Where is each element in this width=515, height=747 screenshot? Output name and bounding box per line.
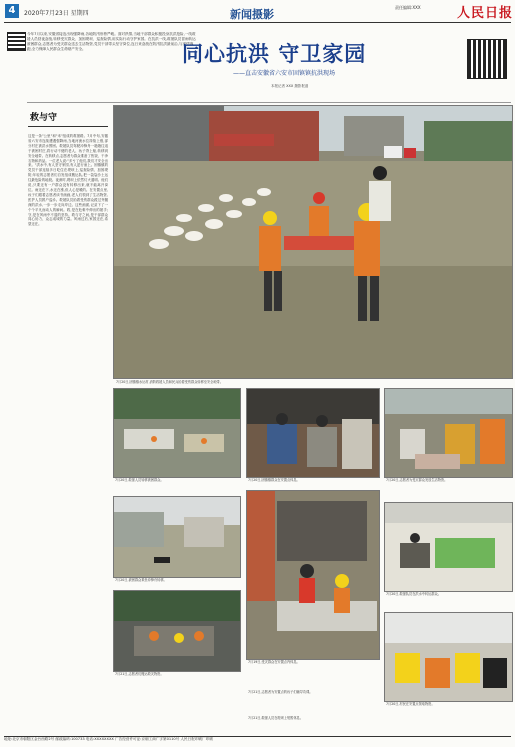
header-rule [4, 22, 511, 23]
column-title-rule [28, 126, 108, 127]
caption-photo-5: 7月20日,被困群众乘坐冲锋舟转移。 [115, 578, 167, 582]
editor-info: 责任编辑:XXX [395, 5, 421, 10]
section-title: 新闻摄影 [230, 8, 274, 21]
caption-photo-7: 7月20日,救援队员在洪水中转运群众。 [386, 592, 441, 596]
qr-code-small [7, 32, 26, 51]
issue-date: 2020年7月23日 星期四 [24, 10, 89, 17]
photo-flooded-street [113, 496, 241, 578]
main-title: 同心抗洪 守卫家园 [182, 41, 367, 66]
photo-rescue-team [113, 590, 241, 672]
qr-code [467, 39, 507, 79]
caption-photo-10: 7月21日,志愿者为安置点的孩子们辅导功课。 [248, 690, 313, 694]
page-number: 4 [5, 4, 19, 18]
newspaper-logo: 人民日报 [457, 6, 514, 21]
caption-photo-4: 7月20日,志愿者为受灾群众发放生活物资。 [386, 478, 448, 482]
caption-photo-8: 7月21日,志愿者们搬运救灾物资。 [115, 672, 164, 676]
caption-photo-11: 7月21日,救援人员在堤坝上短暂休息。 [248, 716, 303, 720]
caption-photo-2: 7月20日,救援人员转移被困群众。 [115, 478, 164, 482]
photo-shelter [246, 388, 380, 478]
photo-boat-transfer [246, 490, 380, 660]
subtitle: ——直击安徽省六安市固镇镇抗洪现场 [233, 70, 336, 77]
caption-photo-3: 7月20日,固镇镇群众在安置点休息。 [248, 478, 300, 482]
caption-photo-6: 7月19日,受灾群众在安置点内休息。 [248, 660, 300, 664]
photo-shelter-rest [384, 502, 513, 592]
photo-rest-on-dike [384, 612, 513, 702]
lead-paragraph: 今年7月以来,安徽省接连出现强降雨,各地防汛形势严峻。面对汛情,当地干部群众积极投身抗洪抢险,一线救援人员昼夜奋战,转移受灾群众、加固堤坝、巡查险情,用实际行动守护家园。在抗洪一线,救援队员冒雨转运被困群众,志愿者为受灾群众送去生活物资,党员干部带头坚守岗位,连日来奋战在防汛抗洪最前沿,与汛情赛跑,全力保障人民群众生命财产安全。 [27, 32, 196, 52]
caption-main-photo: 7月20日,固镇镇水运村,消防救援人员和民兵抬着受伤群众转移至安全地带。 [116, 380, 223, 384]
caption-photo-9: 7月20日,村民在安置点领取物资。 [386, 702, 435, 706]
photo-rescue-boat [113, 388, 241, 478]
photo-volunteers [384, 388, 513, 478]
byline: 本报记者 XXX 摄影报道 [271, 84, 309, 88]
title-rule [27, 102, 511, 103]
column-title: 救与守 [30, 113, 58, 123]
main-photo-rescue [113, 105, 513, 379]
column-body: 这是一条"公里"和"米"组成的救援路。7月中旬,安徽省六安市连续遭遇强降雨,当地河流水位持续上涨,部分村庄被洪水围困。救援队员驾驶冲锋舟一趟趟往返于被困村庄,将行动不便的老人、孩子背上船,转移到安全地带。在转移点,志愿者为群众准备了热饭、干净衣物和药品。一位老人说:"多亏了他们,我们才安全出来。"洪水中,有人坚守家园,有人逆行而上。固镇镇的党员干部连续多日吃住在堤坝上,巡查险情、加固堤防;年轻的志愿者们自发组成搬运队,把一袋袋沙土运往最危险的地段。夜深时,堤坝上依然灯火通明。他们说,只要还有一户群众没有转移出来,就不能离开岗位。雨还在下,水还在涨,但人心是暖的。在安置点里,孩子们跟着志愿者读书画画,老人们领到了生活物资,医护人员挨户巡诊。救援队员抬着受伤群众蹚过齐腰深的洪水,一步一步走向岸边。这些画面,记录下了一个个平凡而动人的瞬间。救,是在危难中伸出的援手;守,是在风雨中不退的坚持。救与守之间,是干部群众同心协力、众志成城的力量。风雨过后,家园还在,希望还在。 [28, 134, 108, 227]
footer-info: 地址:北京市朝阳区金台西路2号 邮政编码:100733 电话:XXXXXXXX 广告经营许可证:京朝工商广字第0110号 人民日报印刷厂印刷 [4, 736, 511, 747]
